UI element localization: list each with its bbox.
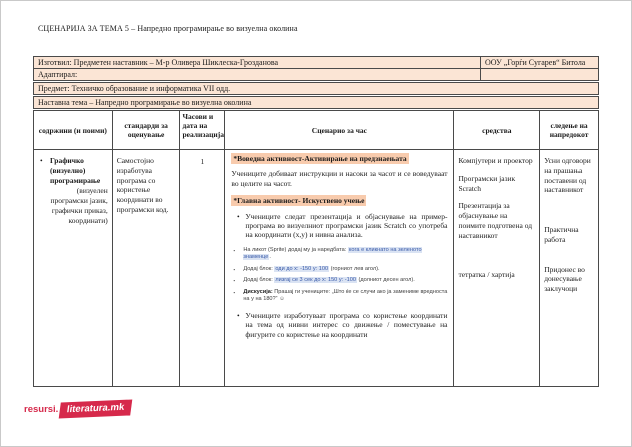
scratch-block-code: лизгај се 3 сек до x: 150 y: -100 [275, 277, 356, 284]
square-bullet-icon: ▪ [233, 247, 235, 253]
progress-item: Усни одговори на прашања поставени од наставникот [544, 156, 591, 195]
scenario-bullet-presentation: • Учениците следат презентација и објаснување на пример-програма во визуелниот програмски јазик Scratch со употреба на координати (x,y) и нивна анализа. [231, 212, 447, 240]
prepared-by-cell: Изготвил: Предметен наставник – М-р Оливера Шиклеска-Грозданова [34, 57, 481, 68]
resource-item: Програмски јазик Scratch [458, 173, 516, 193]
step-item-discussion: ▪ Дискусија: Прашај ги учениците: „Што ќе се случи ако ја замениме вредноста на у на 180?“ ☺ [233, 288, 448, 303]
meta-table-author [33, 56, 599, 81]
cell-scenario [225, 150, 454, 386]
cell-hours: 1 [180, 150, 225, 386]
content-note: (визуелен програмски јазик, графички приказ, координати) [50, 186, 108, 225]
scenario-bullet-practice: • Учениците изработуваат програма со користење координати на тема од нивни интерес со движење / поместување на фигурите со користење на координати [231, 311, 447, 339]
scratch-block-code: кога е кликнато на зеленото знаменце [243, 246, 422, 261]
square-bullet-icon: ▪ [233, 289, 235, 295]
document-title: СЦЕНАРИЈА ЗА ТЕМА 5 – Напредно програмирање во визуелна околина [38, 24, 298, 33]
school-cell: ООУ „Горѓи Сугарев“ Битола [485, 58, 586, 67]
standard-text: Самостојно изработува програма со користење координати во програмски код. [116, 156, 169, 214]
logo-flag-badge: literatura.mk [59, 399, 133, 418]
header-hours: Часови и дата на реализација [180, 111, 225, 149]
bullet-icon: • [237, 211, 240, 221]
cell-resources [454, 150, 540, 386]
header-scenario: Сценарио за час [225, 111, 454, 149]
intro-activity-text: Учениците добиваат инструкции и насоки за часот и се воведуваат во целите на часот. [231, 169, 448, 188]
content-term-text: Графичко (визуелно) програмирање [50, 156, 101, 185]
cell-contents [34, 150, 113, 386]
cell-standard [113, 150, 181, 386]
meta-table-subject [33, 82, 599, 95]
table-header-row [34, 111, 598, 150]
main-activity-heading: *Главна активност- Искуствено учење [233, 196, 365, 206]
cell-progress [540, 150, 598, 386]
adapted-by-cell: Адаптирал: [34, 69, 481, 80]
scratch-steps-list [233, 247, 447, 304]
header-resources: средства [454, 111, 540, 149]
step-item: ▪ Додај блок: оди до x: -150 y: 100 (горниот лев агол). [233, 265, 380, 272]
header-progress: следење на напредокот [549, 121, 589, 139]
resource-item: Презентација за објаснување на поимите подготвена од наставникот [458, 201, 533, 240]
square-bullet-icon: ▪ [233, 266, 235, 272]
header-standards: стандарди за оценување [113, 111, 181, 149]
theme-cell: Наставна тема – Напредно програмирање во визуелна околина [38, 98, 252, 107]
progress-item: Придонес во донесување заклучоци [544, 264, 585, 293]
row-adapted-by [34, 68, 598, 80]
bullet-icon: • [40, 156, 43, 165]
resource-item: Компјутери и проектор [458, 156, 533, 165]
progress-item: Практична работа [544, 225, 579, 244]
header-contents: содржини (и поими) [34, 111, 113, 149]
subject-cell: Предмет: Техничко образование и информатика VII одд. [38, 84, 231, 93]
square-bullet-icon: ▪ [233, 278, 235, 284]
step-item: ▪ Додај блок: лизгај се 3 сек до x: 150 y: -100 (долниот десен агол). [233, 277, 415, 284]
resource-item: тетратка / хартија [458, 270, 515, 280]
scratch-block-code: оди до x: -150 y: 100 [275, 265, 329, 272]
adapted-by-value-cell [481, 69, 598, 80]
resursi-literatura-logo [24, 401, 131, 417]
lesson-plan-table [33, 110, 599, 387]
bullet-icon: • [237, 310, 240, 320]
intro-activity-heading: *Воведна активност-Активирање на предзнаењата [233, 154, 407, 163]
step-item: ▪ На ликот (Sprite) додај му ја наредбата: кога е кликнато на зеленото знаменце. [233, 246, 422, 261]
meta-table-theme [33, 96, 599, 109]
content-term [38, 156, 108, 185]
logo-prefix-text: resursi. [24, 403, 59, 415]
row-prepared-by [34, 57, 598, 68]
table-body-row [34, 150, 598, 386]
